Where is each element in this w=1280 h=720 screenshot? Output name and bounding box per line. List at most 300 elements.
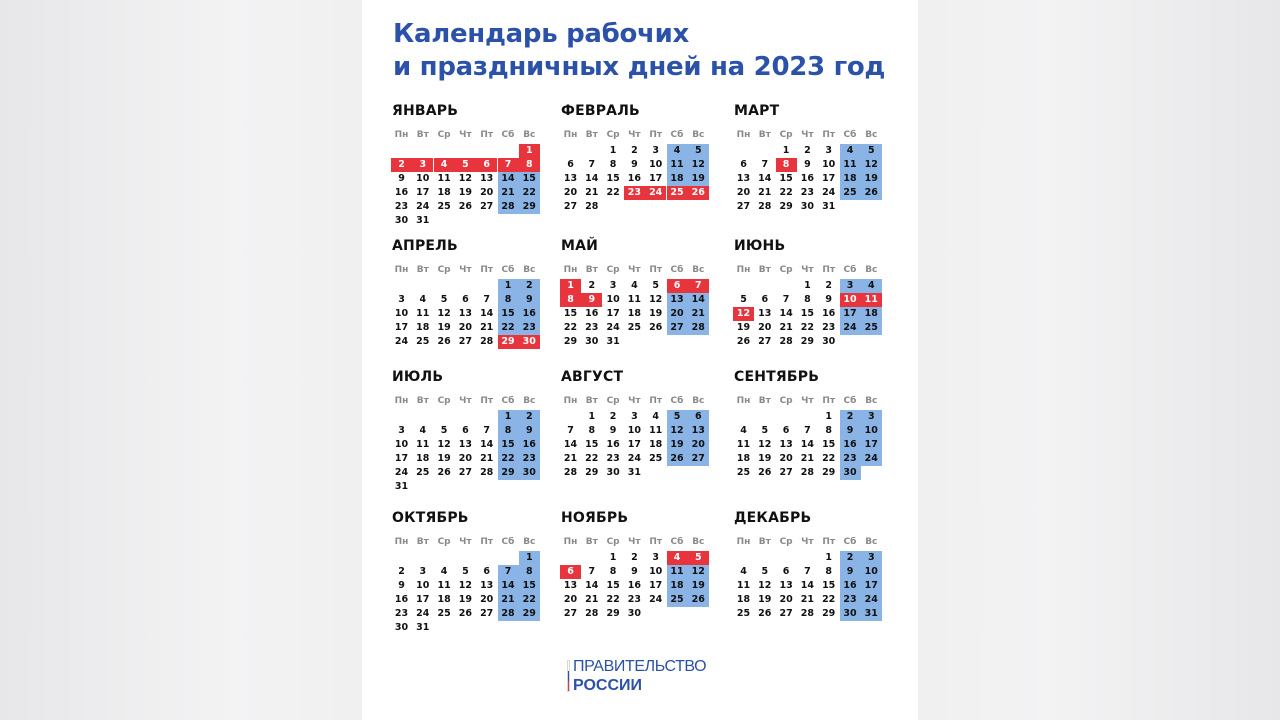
day-cell: 13 <box>736 173 751 184</box>
month-5 <box>560 235 712 375</box>
day-cell: 27 <box>563 201 578 212</box>
day-cell: 25 <box>667 186 688 200</box>
day-cell: 19 <box>458 187 472 198</box>
weekday-label: Вт <box>758 265 771 275</box>
day-cell: 18 <box>437 594 451 605</box>
day-cell: 16 <box>606 439 620 450</box>
day-cell: 4 <box>419 425 427 436</box>
month-name: НОЯБРЬ <box>561 510 629 526</box>
weekday-header <box>733 128 885 142</box>
weekday-label: Ср <box>606 396 620 406</box>
day-cell: 1 <box>588 411 596 422</box>
day-cell: 18 <box>416 453 430 464</box>
day-cell: 16 <box>394 594 409 605</box>
logo-text-line-2: РОССИИ <box>573 677 643 694</box>
weekday-label: Пн <box>563 396 578 406</box>
day-cell: 6 <box>782 425 790 436</box>
day-cell: 9 <box>825 294 832 305</box>
day-cell: 26 <box>458 201 472 212</box>
day-cell: 27 <box>458 467 472 478</box>
day-cell: 31 <box>861 607 882 621</box>
day-cell: 4 <box>861 279 882 293</box>
day-cell: 6 <box>688 410 709 424</box>
day-cell: 24 <box>416 201 430 212</box>
day-cell: 7 <box>498 565 519 579</box>
day-cell: 11 <box>736 439 751 450</box>
month-8 <box>560 366 712 506</box>
weekday-header <box>733 394 885 408</box>
day-cell: 11 <box>437 580 451 591</box>
day-cell: 16 <box>394 187 409 198</box>
day-cell: 23 <box>394 608 409 619</box>
day-cell: 9 <box>519 424 540 438</box>
day-cell: 26 <box>688 593 709 607</box>
weekday-label: Сб <box>670 396 684 406</box>
day-cell: 26 <box>458 608 472 619</box>
weekday-label: Сб <box>670 130 684 140</box>
day-cell: 11 <box>736 580 751 591</box>
day-cell: 30 <box>519 335 540 349</box>
day-cell: 31 <box>416 215 430 226</box>
day-cell: 26 <box>758 467 772 478</box>
day-cell: 25 <box>840 186 861 200</box>
day-cell: 15 <box>498 438 519 452</box>
day-cell: 24 <box>606 322 620 333</box>
day-cell: 19 <box>861 172 882 186</box>
day-cell: 26 <box>649 322 663 333</box>
weekday-header <box>391 128 543 142</box>
day-cell: 24 <box>822 187 836 198</box>
day-cell: 24 <box>840 321 861 335</box>
day-cell: 26 <box>688 186 709 200</box>
weekday-label: Вс <box>692 537 705 547</box>
month-name: МАЙ <box>561 238 599 254</box>
weekday-label: Ср <box>437 130 451 140</box>
day-cell: 21 <box>480 322 494 333</box>
day-cell: 14 <box>498 579 519 593</box>
day-cell: 9 <box>631 159 638 170</box>
month-1 <box>391 100 543 240</box>
day-cell: 1 <box>498 279 519 293</box>
weekday-label: Чт <box>801 396 814 406</box>
day-cell: 8 <box>519 158 540 172</box>
day-cell: 8 <box>588 425 596 436</box>
day-cell: 10 <box>840 293 861 307</box>
day-cell: 13 <box>563 580 578 591</box>
day-cell: 6 <box>667 279 688 293</box>
day-cell: 26 <box>736 336 751 347</box>
day-cell: 25 <box>861 321 882 335</box>
day-cell: 28 <box>758 201 772 212</box>
day-grid <box>391 551 543 647</box>
day-cell: 23 <box>519 452 540 466</box>
weekday-label: Сб <box>843 537 857 547</box>
day-cell: 4 <box>667 551 688 565</box>
day-cell: 30 <box>840 466 861 480</box>
day-cell: 1 <box>609 552 617 563</box>
weekday-label: Вт <box>416 537 429 547</box>
day-cell: 25 <box>437 201 451 212</box>
month-10 <box>391 507 543 647</box>
day-cell: 17 <box>822 173 836 184</box>
day-cell: 22 <box>606 187 620 198</box>
day-cell: 13 <box>480 580 494 591</box>
day-cell: 7 <box>804 566 811 577</box>
day-cell: 6 <box>483 566 490 577</box>
weekday-label: Сб <box>843 265 857 275</box>
weekday-header <box>391 535 543 549</box>
day-cell: 6 <box>560 565 581 579</box>
day-cell: 10 <box>861 424 882 438</box>
day-cell: 7 <box>483 294 490 305</box>
day-cell: 19 <box>649 308 663 319</box>
weekday-label: Пт <box>822 537 836 547</box>
day-cell: 29 <box>800 336 814 347</box>
day-cell: 27 <box>779 467 793 478</box>
day-cell: 4 <box>631 280 638 291</box>
day-cell: 2 <box>631 145 638 156</box>
day-cell: 2 <box>588 280 596 291</box>
day-cell: 13 <box>458 439 472 450</box>
day-cell: 5 <box>462 566 469 577</box>
weekday-label: Ср <box>606 537 620 547</box>
day-cell: 30 <box>840 607 861 621</box>
weekday-label: Пн <box>563 130 578 140</box>
weekday-header <box>391 263 543 277</box>
day-cell: 8 <box>776 158 797 172</box>
day-cell: 18 <box>667 579 688 593</box>
day-cell: 14 <box>585 580 599 591</box>
day-cell: 25 <box>649 453 663 464</box>
day-cell: 6 <box>782 566 790 577</box>
day-cell: 26 <box>667 452 688 466</box>
day-cell: 16 <box>800 173 814 184</box>
day-cell: 17 <box>416 594 430 605</box>
day-cell: 28 <box>779 336 793 347</box>
day-grid <box>733 279 885 375</box>
weekday-label: Пт <box>480 396 494 406</box>
day-cell: 2 <box>519 410 540 424</box>
day-cell: 25 <box>437 608 451 619</box>
day-cell: 21 <box>498 593 519 607</box>
day-cell: 25 <box>416 467 430 478</box>
month-name: ОКТЯБРЬ <box>392 510 469 526</box>
day-grid <box>560 410 712 506</box>
day-cell: 22 <box>585 453 599 464</box>
weekday-label: Вс <box>523 265 536 275</box>
weekday-label: Вс <box>865 130 878 140</box>
day-cell: 10 <box>649 566 663 577</box>
day-cell: 5 <box>688 551 709 565</box>
day-cell: 8 <box>498 293 519 307</box>
weekday-label: Чт <box>459 396 472 406</box>
day-cell: 8 <box>804 294 811 305</box>
day-cell: 30 <box>627 608 641 619</box>
day-cell: 2 <box>804 145 811 156</box>
day-cell: 19 <box>688 579 709 593</box>
day-cell: 14 <box>480 308 494 319</box>
day-cell: 26 <box>758 608 772 619</box>
day-cell: 27 <box>736 201 751 212</box>
weekday-header <box>733 263 885 277</box>
day-cell: 2 <box>840 410 861 424</box>
day-cell: 29 <box>498 335 519 349</box>
day-cell: 1 <box>498 410 519 424</box>
day-cell: 17 <box>840 307 861 321</box>
day-cell: 14 <box>800 439 814 450</box>
day-cell: 7 <box>588 566 596 577</box>
day-cell: 15 <box>519 579 540 593</box>
day-grid <box>391 410 543 506</box>
day-cell: 12 <box>458 173 472 184</box>
day-cell: 7 <box>804 425 811 436</box>
day-cell: 30 <box>519 466 540 480</box>
day-cell: 3 <box>631 411 638 422</box>
day-cell: 21 <box>585 594 599 605</box>
day-cell: 29 <box>519 200 540 214</box>
day-cell: 30 <box>394 622 409 633</box>
day-cell: 26 <box>861 186 882 200</box>
day-cell: 10 <box>822 159 836 170</box>
day-cell: 5 <box>740 294 747 305</box>
day-cell: 19 <box>758 594 772 605</box>
day-cell: 28 <box>688 321 709 335</box>
day-cell: 30 <box>800 201 814 212</box>
day-cell: 1 <box>825 552 832 563</box>
day-cell: 10 <box>649 159 663 170</box>
day-cell: 30 <box>606 467 620 478</box>
day-cell: 14 <box>779 308 793 319</box>
day-cell: 9 <box>581 293 602 307</box>
day-cell: 3 <box>398 294 405 305</box>
day-cell: 5 <box>667 410 688 424</box>
day-cell: 15 <box>519 172 540 186</box>
day-cell: 21 <box>800 594 814 605</box>
day-cell: 11 <box>437 173 451 184</box>
month-name: ИЮНЬ <box>734 238 786 254</box>
day-cell: 10 <box>606 294 620 305</box>
day-grid <box>733 410 885 506</box>
day-cell: 18 <box>437 187 451 198</box>
day-cell: 7 <box>688 279 709 293</box>
month-name: ДЕКАБРЬ <box>734 510 812 526</box>
weekday-label: Пт <box>822 265 836 275</box>
month-name: СЕНТЯБРЬ <box>734 369 820 385</box>
day-cell: 1 <box>825 411 832 422</box>
day-cell: 7 <box>483 425 490 436</box>
day-cell: 10 <box>394 439 409 450</box>
day-cell: 14 <box>688 293 709 307</box>
day-cell: 26 <box>437 336 451 347</box>
day-cell: 14 <box>758 173 772 184</box>
day-cell: 7 <box>782 294 790 305</box>
day-cell: 12 <box>861 158 882 172</box>
month-name: ИЮЛЬ <box>392 369 444 385</box>
day-cell: 14 <box>563 439 578 450</box>
day-cell: 6 <box>462 425 469 436</box>
day-cell: 14 <box>498 172 519 186</box>
day-cell: 16 <box>627 580 641 591</box>
day-cell: 27 <box>779 608 793 619</box>
weekday-label: Сб <box>670 537 684 547</box>
day-cell: 1 <box>519 551 540 565</box>
day-cell: 3 <box>398 425 405 436</box>
day-cell: 21 <box>480 453 494 464</box>
day-cell: 4 <box>740 566 747 577</box>
day-cell: 8 <box>498 424 519 438</box>
day-cell: 11 <box>667 565 688 579</box>
day-cell: 24 <box>861 593 882 607</box>
weekday-label: Вс <box>692 396 705 406</box>
weekday-label: Сб <box>501 396 515 406</box>
day-cell: 1 <box>519 144 540 158</box>
weekday-label: Вс <box>692 130 705 140</box>
day-cell: 30 <box>394 215 409 226</box>
day-cell: 5 <box>761 425 769 436</box>
weekday-label: Пт <box>649 396 663 406</box>
month-3 <box>733 100 885 240</box>
weekday-label: Ср <box>779 265 793 275</box>
day-cell: 3 <box>652 552 659 563</box>
day-cell: 6 <box>462 294 469 305</box>
day-cell: 2 <box>398 566 405 577</box>
day-cell: 24 <box>416 608 430 619</box>
day-cell: 1 <box>560 279 581 293</box>
day-cell: 8 <box>519 565 540 579</box>
day-cell: 22 <box>519 186 540 200</box>
day-cell: 3 <box>412 158 433 172</box>
day-grid <box>733 551 885 647</box>
day-cell: 28 <box>800 467 814 478</box>
day-cell: 5 <box>688 144 709 158</box>
day-cell: 29 <box>822 608 836 619</box>
day-cell: 28 <box>480 336 494 347</box>
day-cell: 13 <box>667 293 688 307</box>
day-cell: 23 <box>624 186 645 200</box>
month-9 <box>733 366 885 506</box>
day-cell: 12 <box>733 307 754 321</box>
day-cell: 31 <box>627 467 641 478</box>
logo-text-line-1: ПРАВИТЕЛЬСТВО <box>573 658 707 675</box>
month-2 <box>560 100 712 240</box>
day-cell: 23 <box>585 322 599 333</box>
day-cell: 20 <box>779 594 793 605</box>
day-cell: 25 <box>736 467 751 478</box>
day-cell: 27 <box>758 336 772 347</box>
day-cell: 6 <box>761 294 769 305</box>
day-cell: 6 <box>740 159 747 170</box>
weekday-label: Пн <box>736 265 751 275</box>
day-cell: 11 <box>416 308 430 319</box>
day-cell: 18 <box>736 594 751 605</box>
weekday-label: Вс <box>523 396 536 406</box>
day-cell: 3 <box>609 280 617 291</box>
title-line-2: и праздничных дней на 2023 год <box>393 52 886 82</box>
day-cell: 12 <box>458 580 472 591</box>
month-name: АВГУСТ <box>561 369 624 385</box>
day-cell: 17 <box>861 438 882 452</box>
weekday-label: Пн <box>736 130 751 140</box>
weekday-label: Вт <box>758 537 771 547</box>
day-cell: 4 <box>419 294 427 305</box>
day-cell: 2 <box>609 411 617 422</box>
day-cell: 2 <box>391 158 412 172</box>
weekday-label: Вс <box>523 537 536 547</box>
day-cell: 30 <box>585 336 599 347</box>
day-cell: 27 <box>667 321 688 335</box>
day-cell: 9 <box>804 159 811 170</box>
day-cell: 19 <box>688 172 709 186</box>
day-cell: 13 <box>563 173 578 184</box>
day-cell: 16 <box>519 307 540 321</box>
day-cell: 8 <box>609 159 617 170</box>
day-cell: 7 <box>498 158 519 172</box>
day-cell: 1 <box>804 280 811 291</box>
weekday-label: Ср <box>437 396 451 406</box>
day-cell: 10 <box>394 308 409 319</box>
day-cell: 27 <box>480 201 494 212</box>
day-cell: 12 <box>758 580 772 591</box>
weekday-label: Вт <box>416 396 429 406</box>
day-cell: 24 <box>394 336 409 347</box>
day-cell: 10 <box>861 565 882 579</box>
weekday-label: Пн <box>563 265 578 275</box>
day-cell: 13 <box>480 173 494 184</box>
weekday-label: Вс <box>865 537 878 547</box>
month-4 <box>391 235 543 375</box>
day-cell: 12 <box>688 565 709 579</box>
day-cell: 20 <box>779 453 793 464</box>
day-cell: 23 <box>840 593 861 607</box>
day-cell: 20 <box>667 307 688 321</box>
month-name: МАРТ <box>734 103 780 119</box>
weekday-label: Сб <box>501 537 515 547</box>
weekday-header <box>560 128 712 142</box>
day-cell: 20 <box>688 438 709 452</box>
day-cell: 20 <box>758 322 772 333</box>
weekday-label: Пт <box>822 130 836 140</box>
day-cell: 29 <box>498 466 519 480</box>
weekday-label: Пн <box>394 396 409 406</box>
day-cell: 5 <box>455 158 476 172</box>
weekday-label: Пт <box>480 537 494 547</box>
day-cell: 13 <box>688 424 709 438</box>
day-cell: 21 <box>498 186 519 200</box>
flag-stripe-icon <box>567 660 570 692</box>
day-cell: 3 <box>861 551 882 565</box>
title-line-1: Календарь рабочих <box>393 19 689 49</box>
day-cell: 3 <box>652 145 659 156</box>
day-grid <box>560 551 712 647</box>
month-name: ФЕВРАЛЬ <box>561 103 640 119</box>
day-cell: 13 <box>458 308 472 319</box>
day-cell: 1 <box>782 145 790 156</box>
weekday-header <box>733 535 885 549</box>
weekday-label: Вт <box>758 396 771 406</box>
day-cell: 10 <box>416 173 430 184</box>
day-cell: 22 <box>779 187 793 198</box>
day-cell: 9 <box>631 566 638 577</box>
day-cell: 24 <box>627 453 641 464</box>
day-cell: 21 <box>779 322 793 333</box>
day-cell: 13 <box>779 439 793 450</box>
month-name: АПРЕЛЬ <box>392 238 458 254</box>
day-cell: 28 <box>498 607 519 621</box>
day-cell: 31 <box>822 201 836 212</box>
day-cell: 9 <box>609 425 617 436</box>
weekday-label: Пн <box>736 396 751 406</box>
day-cell: 31 <box>606 336 620 347</box>
